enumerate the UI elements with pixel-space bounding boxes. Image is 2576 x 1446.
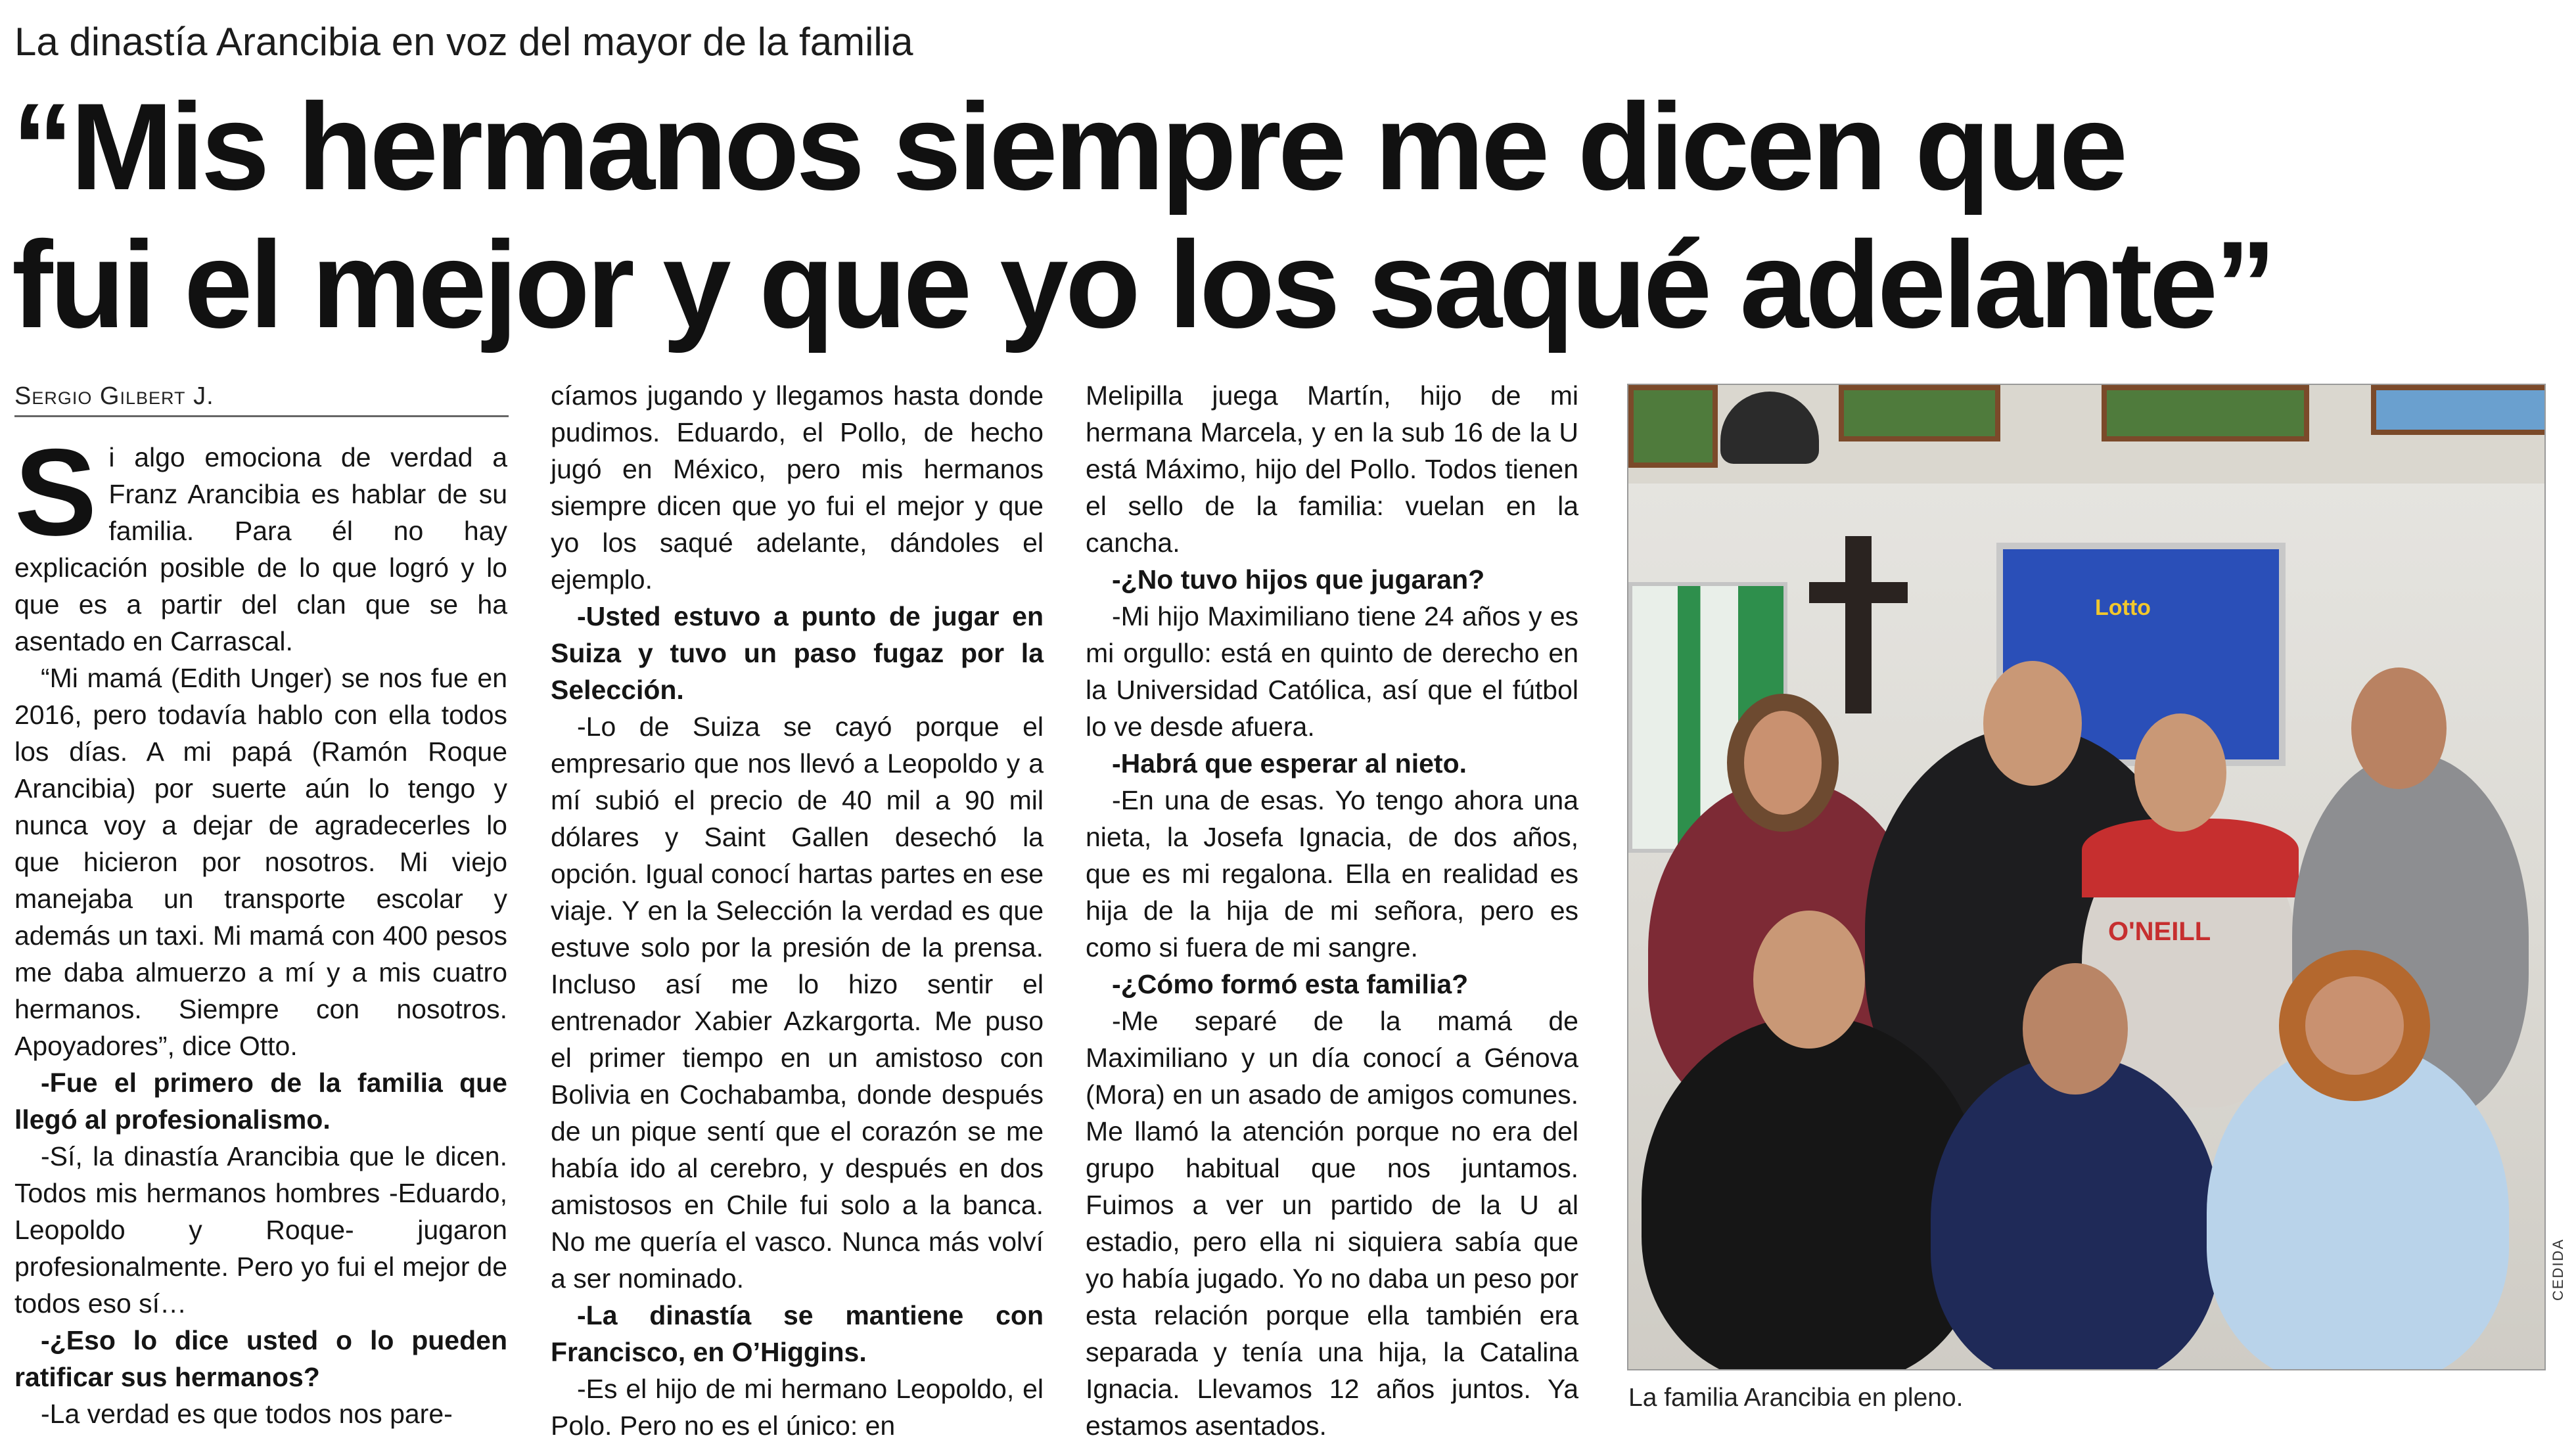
question: -¿No tuvo hijos que jugaran?	[1112, 564, 1485, 595]
paragraph: -Lo de Suiza se cayó porque el empresario que nos llevó a Leopoldo y a mí subió el precio de 40 mil a 90 mil dólares y Saint Gallen desechó la opción. Igual conocí hartas partes en ese viaje. Y en la Selección la verdad es que estuve solo por la presión de la prensa. Incluso así me lo hizo sentir el entrenador Xabier Azkargorta. Me puso el primer tiempo en un amistoso con Bolivia en Cochabamba, donde después de un pique sentí que el corazón se me había ido al cerebro, y después en dos amistosos en Chile fui solo a la banca. No me quería el vasco. Nunca más volví a ser nominado.	[551, 712, 1044, 1294]
question: -Habrá que esperar al nieto.	[1112, 748, 1467, 779]
question: -Usted estuvo a punto de jugar en Suiza y tuvo un paso fugaz por la Selección.	[551, 601, 1044, 705]
shirt-red-band	[2082, 819, 2299, 897]
person-head	[2134, 713, 2226, 832]
byline: Sergio Gilbert J.	[14, 382, 214, 410]
person-older-man	[1931, 1055, 2220, 1370]
family-photo	[1627, 384, 2546, 1370]
question: -¿Eso lo dice usted o lo pueden ratificar sus hermanos?	[14, 1325, 507, 1392]
person-head	[1753, 911, 1865, 1049]
photo-caption: La familia Arancibia en pleno.	[1628, 1384, 1964, 1412]
crucifix-bar	[1809, 582, 1908, 603]
jersey-logo: Lotto	[2095, 595, 2151, 620]
headline-line-1: “Mis hermanos siempre me dicen que	[12, 78, 2125, 215]
paragraph-continued: Melipilla juega Martín, hijo de mi hermana Marcela, y en la sub 16 de la U está Máximo, hijo del Pollo. Todos tienen el sello de la familia: vuelan en la cancha.	[1086, 380, 1578, 558]
person-head	[2351, 667, 2447, 789]
lead-text: i algo emociona de verdad a Franz Arancibia es hablar de su familia. Para él no hay explicación posible de lo que logró y lo que es a partir del clan que se ha asentado en Carrascal.	[14, 442, 507, 656]
framed-picture	[2371, 385, 2546, 435]
person-head	[1727, 694, 1839, 832]
headline-line-2: fui el mejor y que yo los saqué adelante”	[12, 215, 2274, 353]
article-column-3	[1086, 377, 1578, 1444]
photo-credit: CEDIDA	[2550, 1238, 2566, 1301]
framed-picture	[1839, 385, 2000, 441]
byline-rule	[14, 415, 509, 417]
drop-cap: S	[14, 423, 97, 561]
paragraph: -La verdad es que todos nos pare-	[41, 1399, 453, 1429]
paragraph: “Mi mamá (Edith Unger) se nos fue en 2016, pero todavía hablo con ella todos los días. A mi papá (Ramón Roque Arancibia) por suerte aún lo tengo y nunca voy a dejar de agradecerles lo que hicieron por nosotros. Mi viejo manejaba un transporte escolar y además un taxi. Mi mamá con 400 pesos me daba almuerzo a mí y a mis cuatro hermanos. Siempre con nosotros. Apoyadores”, dice Otto.	[14, 663, 507, 1061]
shirt-logo: O'NEILL	[2108, 917, 2211, 946]
paragraph: -En una de esas. Yo tengo ahora una nieta, la Josefa Ignacia, de dos años, que es mi regalona. Ella en realidad es hija de la hija de mi señora, pero es como si fuera de mi sangre.	[1086, 785, 1578, 962]
paragraph: -Sí, la dinastía Arancibia que le dicen. Todos mis hermanos hombres -Eduardo, Leopoldo y Roque- jugaron profesionalmente. Pero yo fui el mejor de todos eso sí…	[14, 1141, 507, 1319]
kicker: La dinastía Arancibia en voz del mayor de la familia	[14, 20, 913, 64]
person-head	[2279, 950, 2430, 1101]
question: -Fue el primero de la familia que llegó al profesionalismo.	[14, 1068, 507, 1135]
paragraph: -Mi hijo Maximiliano tiene 24 años y es mi orgullo: está en quinto de derecho en la Universidad Católica, así que el fútbol lo ve desde afuera.	[1086, 601, 1578, 742]
article-column-1	[14, 423, 507, 1432]
person-head	[1983, 661, 2082, 786]
article-column-2	[551, 377, 1044, 1444]
crucifix	[1845, 536, 1872, 713]
question: -¿Cómo formó esta familia?	[1112, 969, 1469, 999]
question: -La dinastía se mantiene con Francisco, en O’Higgins.	[551, 1300, 1044, 1367]
paragraph: -Me separé de la mamá de Maximiliano y un día conocí a Génova (Mora) en un asado de amigos comunes. Me llamó la atención porque no era del grupo habitual que nos juntamos. Fuimos a ver un partido de la U al estadio, pero ella ni siquiera sabía que yo había jugado. Yo no daba un peso por esta relación porque ella también era separada y tenía una hija, la Catalina Ignacia. Llevamos 12 años juntos. Ya estamos asentados.	[1086, 1006, 1578, 1441]
framed-picture	[1628, 385, 1718, 468]
headline	[12, 78, 2509, 353]
paragraph: -Es el hijo de mi hermano Leopoldo, el Polo. Pero no es el único: en	[551, 1374, 1044, 1441]
paragraph-continued: cíamos jugando y llegamos hasta donde pudimos. Eduardo, el Pollo, de hecho jugó en México, pero mis hermanos siempre dicen que yo fui el mejor y que yo los saqué adelante, dándoles el ejemplo.	[551, 380, 1044, 595]
lead-paragraph	[14, 423, 507, 660]
person-head	[2023, 963, 2128, 1095]
framed-picture	[2102, 385, 2309, 441]
